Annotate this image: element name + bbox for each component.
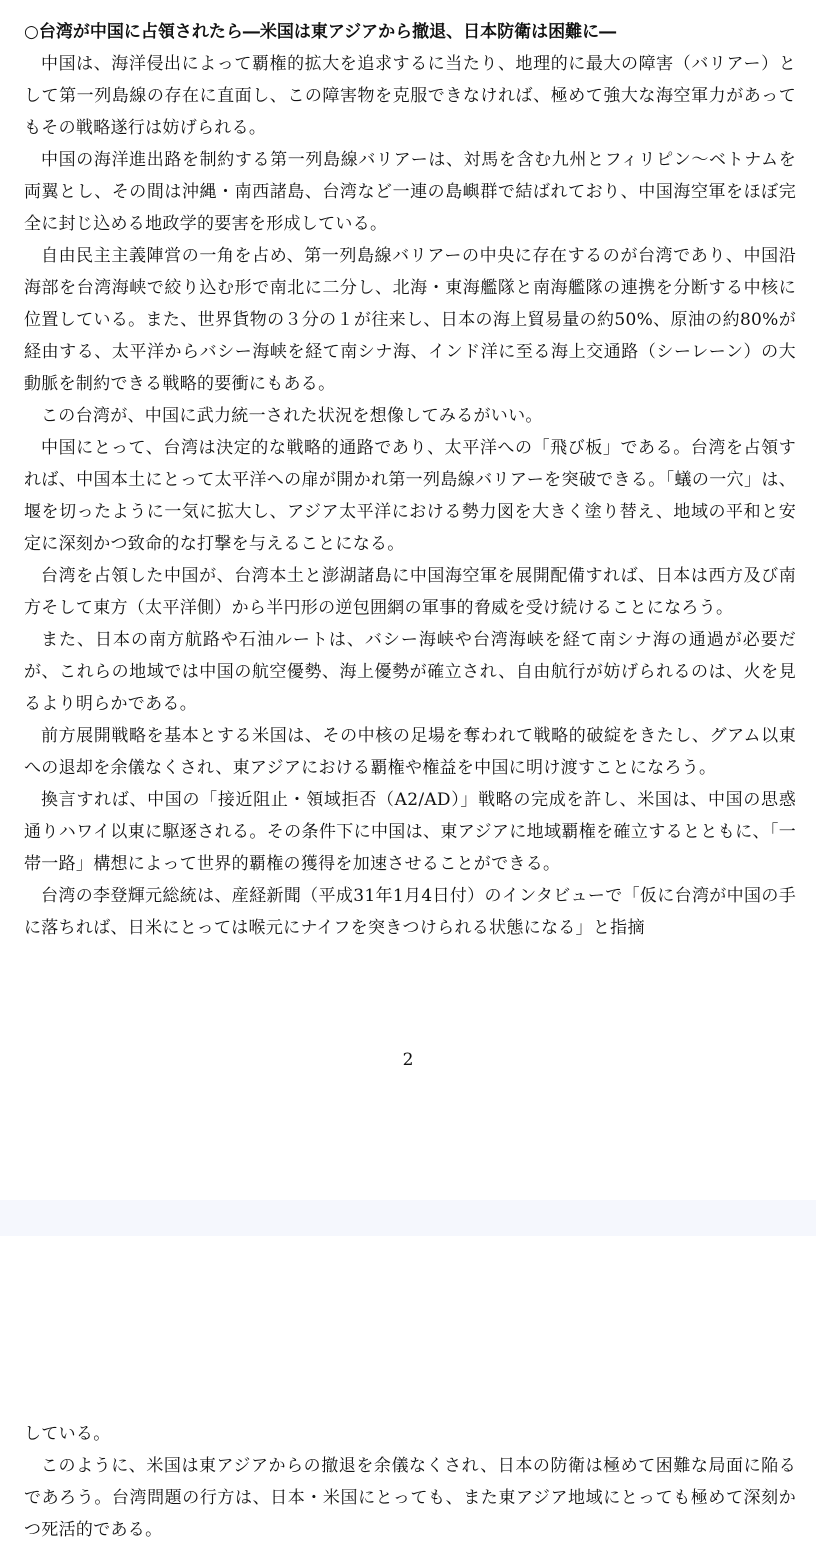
paragraph-9: 換言すれば、中国の「接近阻止・領域拒否（A2/AD）」戦略の完成を許し、米国は、中国の思惑通りハワイ以東に駆逐される。その条件下に中国は、東アジアに地域覇権を確立するとともに、「一帯一路」構想によって世界的覇権の獲得を加速させることができる。 [24,790,796,874]
paragraph-6: 台湾を占領した中国が、台湾本土と澎湖諸島に中国海空軍を展開配備すれば、日本は西方及び南方そして東方（太平洋側）から半円形の逆包囲網の軍事的脅威を受け続けることになろう。 [24,566,796,618]
paragraph-10: 台湾の李登輝元総統は、産経新聞（平成31年1月4日付）のインタビューで「仮に台湾が中国の手に落ちれば、日米にとっては喉元にナイフを突きつけられる状態になる」と指摘 [24,886,796,938]
section-heading: ○台湾が中国に占領されたら―米国は東アジアから撤退、日本防衛は困難に― [24,22,617,42]
document-page-2 [0,1236,816,1562]
page-number: 2 [402,1050,414,1070]
page-2-body [24,1418,796,1546]
page-separator [0,1200,816,1236]
paragraph-11: このように、米国は東アジアからの撤退を余儀なくされ、日本の防衛は極めて困難な局面に陥るであろう。台湾問題の行方は、日本・米国にとっても、また東アジア地域にとっても極めて深刻かつ死活的である。 [24,1456,796,1540]
paragraph-7: また、日本の南方航路や石油ルートは、バシー海峡や台湾海峡を経て南シナ海の通過が必要だが、これらの地域では中国の航空優勢、海上優勢が確立され、自由航行が妨げられるのは、火を見るより明らかである。 [24,630,796,714]
continuation-line: している。 [24,1424,111,1444]
paragraph-8: 前方展開戦略を基本とする米国は、その中核の足場を奪われて戦略的破綻をきたし、グアム以東への退却を余儀なくされ、東アジアにおける覇権や権益を中国に明け渡すことになろう。 [24,726,796,778]
paragraph-2: 中国の海洋進出路を制約する第一列島線バリアーは、対馬を含む九州とフィリピン～ベトナムを両翼とし、その間は沖縄・南西諸島、台湾など一連の島嶼群で結ばれており、中国海空軍をほぼ完全に封じ込める地政学的要害を形成している。 [24,150,796,234]
paragraph-1: 中国は、海洋侵出によって覇権的拡大を追求するに当たり、地理的に最大の障害（バリアー）として第一列島線の存在に直面し、この障害物を克服できなければ、極めて強大な海空軍力があってもその戦略遂行は妨げられる。 [24,54,796,138]
paragraph-3: 自由民主主義陣営の一角を占め、第一列島線バリアーの中央に存在するのが台湾であり、中国沿海部を台湾海峡で絞り込む形で南北に二分し、北海・東海艦隊と南海艦隊の連携を分断する中核に位置している。また、世界貨物の３分の１が往来し、日本の海上貿易量の約50%、原油の約80%が経由する、太平洋からバシー海峡を経て南シナ海、インド洋に至る海上交通路（シーレーン）の大動脈を制約できる戦略的要衝にもある。 [24,246,796,394]
page-1-body [24,18,796,944]
paragraph-5: 中国にとって、台湾は決定的な戦略的通路であり、太平洋への「飛び板」である。台湾を占領すれば、中国本土にとって太平洋への扉が開かれ第一列島線バリアーを突破できる。「蟻の一穴」は、堰を切ったように一気に拡大し、アジア太平洋における勢力図を大きく塗り替え、地域の平和と安定に深刻かつ致命的な打撃を与えることになる。 [24,438,796,554]
paragraph-4: この台湾が、中国に武力統一された状況を想像してみるがいい。 [41,406,543,426]
